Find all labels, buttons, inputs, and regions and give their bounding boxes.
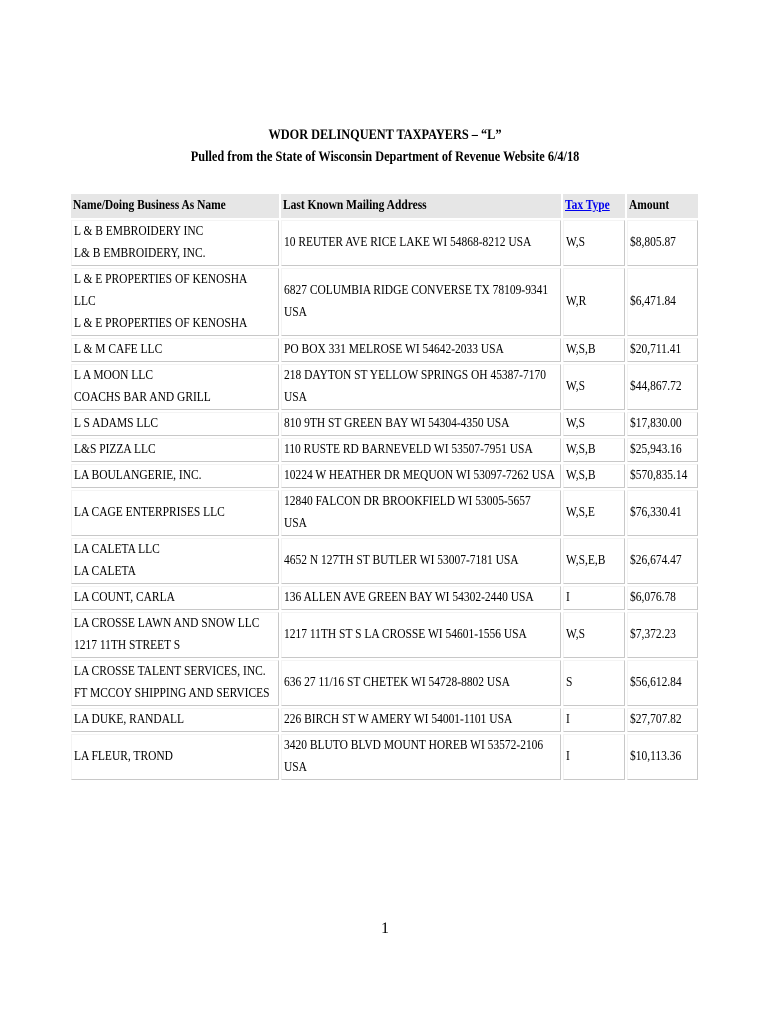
address-cell-line: 136 ALLEN AVE GREEN BAY WI 54302-2440 USA <box>284 590 534 605</box>
name-cell <box>71 438 279 462</box>
amount-cell-text: $17,830.00 <box>630 416 682 431</box>
amount-cell-text: $20,711.41 <box>630 342 682 357</box>
tax-type-link[interactable]: Tax Type <box>564 198 610 213</box>
address-cell-line: 10224 W HEATHER DR MEQUON WI 53097-7262 USA <box>284 468 555 483</box>
name-cell-line: L & M CAFE LLC <box>74 342 163 357</box>
table-body <box>71 220 698 780</box>
tax-type-cell-text: W,S,B <box>565 468 596 483</box>
tax-type-cell <box>563 364 626 410</box>
address-cell <box>281 660 561 706</box>
tax-type-cell-text: I <box>565 749 570 764</box>
address-cell <box>281 464 561 488</box>
tax-type-cell-text: S <box>565 675 573 690</box>
amount-cell-text: $6,471.84 <box>630 294 677 309</box>
name-cell <box>71 364 279 410</box>
tax-type-cell <box>563 268 626 336</box>
tax-type-cell-text: W,S <box>565 379 585 394</box>
address-cell-line: 12840 FALCON DR BROOKFIELD WI 53005-5657 <box>284 494 531 509</box>
name-cell <box>71 660 279 706</box>
amount-cell-text: $25,943.16 <box>630 442 682 457</box>
table-row <box>71 464 698 488</box>
name-cell-line: LA COUNT, CARLA <box>74 590 175 605</box>
address-cell <box>281 612 561 658</box>
amount-cell-text: $27,707.82 <box>630 712 682 727</box>
address-cell-line: 1217 11TH ST S LA CROSSE WI 54601-1556 USA <box>284 627 527 642</box>
name-cell-line: LA BOULANGERIE, INC. <box>74 468 202 483</box>
amount-cell <box>627 612 698 658</box>
name-cell <box>71 708 279 732</box>
document-subtitle: Pulled from the State of Wisconsin Department of Revenue Website 6/4/18 <box>190 149 580 165</box>
name-cell <box>71 586 279 610</box>
address-cell <box>281 586 561 610</box>
amount-cell-text: $26,674.47 <box>630 553 682 568</box>
address-cell <box>281 220 561 266</box>
address-cell-line: 3420 BLUTO BLVD MOUNT HOREB WI 53572-2106 <box>284 738 544 753</box>
tax-type-cell <box>563 220 626 266</box>
amount-cell-text: $570,835.14 <box>630 468 688 483</box>
name-cell-line: LLC <box>74 294 96 309</box>
address-cell <box>281 708 561 732</box>
name-cell-line: L&S PIZZA LLC <box>74 442 156 457</box>
address-cell-line: 6827 COLUMBIA RIDGE CONVERSE TX 78109-9341 <box>284 283 549 298</box>
amount-cell-text: $56,612.84 <box>630 675 682 690</box>
tax-type-cell <box>563 490 626 536</box>
name-cell-line: LA CROSSE TALENT SERVICES, INC. <box>74 664 266 679</box>
name-cell-line: LA CALETA LLC <box>74 542 160 557</box>
table-row <box>71 220 698 266</box>
address-cell-line: 636 27 11/16 ST CHETEK WI 54728-8802 USA <box>284 675 510 690</box>
table-row <box>71 708 698 732</box>
address-cell <box>281 734 561 780</box>
address-cell-line: 4652 N 127TH ST BUTLER WI 53007-7181 USA <box>284 553 519 568</box>
tax-type-cell-text: W,S <box>565 627 585 642</box>
amount-cell <box>627 438 698 462</box>
address-cell-line: USA <box>284 760 307 775</box>
amount-cell <box>627 364 698 410</box>
table-row <box>71 268 698 336</box>
delinquent-taxpayers-table <box>69 192 700 782</box>
name-cell <box>71 612 279 658</box>
tax-type-cell <box>563 586 626 610</box>
address-cell <box>281 412 561 436</box>
table-row <box>71 538 698 584</box>
name-cell-line: LA CROSSE LAWN AND SNOW LLC <box>74 616 260 631</box>
amount-cell-text: $44,867.72 <box>630 379 682 394</box>
table-row <box>71 412 698 436</box>
address-cell-line: USA <box>284 305 307 320</box>
tax-type-cell-text: I <box>565 712 570 727</box>
table-row <box>71 660 698 706</box>
table-row <box>71 438 698 462</box>
name-cell-line: FT MCCOY SHIPPING AND SERVICES <box>74 686 270 701</box>
address-cell-line: 810 9TH ST GREEN BAY WI 54304-4350 USA <box>284 416 510 431</box>
page-number: 1 <box>381 920 389 937</box>
amount-cell-text: $76,330.41 <box>630 505 682 520</box>
name-cell-line: L& B EMBROIDERY, INC. <box>74 246 206 261</box>
name-cell <box>71 490 279 536</box>
address-cell-line: PO BOX 331 MELROSE WI 54642-2033 USA <box>284 342 504 357</box>
amount-cell <box>627 734 698 780</box>
address-cell-line: USA <box>284 516 307 531</box>
name-cell-line: LA CALETA <box>74 564 136 579</box>
table-row <box>71 364 698 410</box>
amount-cell <box>627 586 698 610</box>
name-cell-line: L & B EMBROIDERY INC <box>74 224 204 239</box>
tax-type-cell-text: I <box>565 590 570 605</box>
address-cell-line: 218 DAYTON ST YELLOW SPRINGS OH 45387-7170 <box>284 368 546 383</box>
amount-cell <box>627 708 698 732</box>
amount-cell <box>627 338 698 362</box>
amount-cell <box>627 538 698 584</box>
name-cell <box>71 268 279 336</box>
amount-cell-text: $6,076.78 <box>630 590 677 605</box>
amount-cell-text: $7,372.23 <box>630 627 677 642</box>
address-cell-line: 110 RUSTE RD BARNEVELD WI 53507-7951 USA <box>284 442 533 457</box>
address-cell <box>281 538 561 584</box>
tax-type-cell <box>563 438 626 462</box>
document-title: WDOR DELINQUENT TAXPAYERS – “L” <box>268 127 502 143</box>
tax-type-cell <box>563 612 626 658</box>
address-cell-line: 226 BIRCH ST W AMERY WI 54001-1101 USA <box>284 712 513 727</box>
tax-type-cell <box>563 708 626 732</box>
tax-type-cell-text: W,S,B <box>565 342 596 357</box>
tax-type-cell-text: W,S,E <box>565 505 595 520</box>
name-cell <box>71 734 279 780</box>
table-row <box>71 586 698 610</box>
amount-cell-text: $10,113.36 <box>630 749 682 764</box>
address-cell <box>281 438 561 462</box>
tax-type-cell <box>563 338 626 362</box>
header-amount: Amount <box>627 194 698 218</box>
table-row <box>71 734 698 780</box>
table-row <box>71 338 698 362</box>
tax-type-cell <box>563 660 626 706</box>
name-cell <box>71 338 279 362</box>
amount-cell <box>627 268 698 336</box>
name-cell-line: LA DUKE, RANDALL <box>74 712 185 727</box>
name-cell <box>71 464 279 488</box>
name-cell-line: LA FLEUR, TROND <box>74 749 173 764</box>
address-cell <box>281 268 561 336</box>
tax-type-cell <box>563 734 626 780</box>
header-name: Name/Doing Business As Name <box>71 194 279 218</box>
tax-type-cell-text: W,S <box>565 235 585 250</box>
name-cell <box>71 220 279 266</box>
table-row <box>71 490 698 536</box>
amount-cell-text: $8,805.87 <box>630 235 677 250</box>
amount-cell <box>627 660 698 706</box>
amount-cell <box>627 464 698 488</box>
name-cell-line: L A MOON LLC <box>74 368 153 383</box>
address-cell-line: USA <box>284 390 307 405</box>
tax-type-cell-text: W,S,B <box>565 442 596 457</box>
name-cell-line: L & E PROPERTIES OF KENOSHA <box>74 316 248 331</box>
name-cell-line: L S ADAMS LLC <box>74 416 159 431</box>
tax-type-cell-text: W,S <box>565 416 585 431</box>
amount-cell <box>627 412 698 436</box>
address-cell <box>281 490 561 536</box>
tax-type-cell <box>563 538 626 584</box>
title-block <box>0 124 770 168</box>
amount-cell <box>627 220 698 266</box>
address-cell-line: 10 REUTER AVE RICE LAKE WI 54868-8212 USA <box>284 235 532 250</box>
amount-cell <box>627 490 698 536</box>
table-row <box>71 612 698 658</box>
tax-type-cell <box>563 412 626 436</box>
header-address: Last Known Mailing Address <box>281 194 561 218</box>
name-cell <box>71 538 279 584</box>
name-cell-line: 1217 11TH STREET S <box>74 638 181 653</box>
name-cell-line: COACHS BAR AND GRILL <box>74 390 211 405</box>
name-cell-line: LA CAGE ENTERPRISES LLC <box>74 505 225 520</box>
tax-type-cell-text: W,S,E,B <box>565 553 606 568</box>
header-tax-type[interactable] <box>563 194 626 218</box>
name-cell <box>71 412 279 436</box>
tax-type-cell-text: W,R <box>565 294 587 309</box>
name-cell-line: L & E PROPERTIES OF KENOSHA <box>74 272 248 287</box>
table-header-row <box>71 194 698 218</box>
address-cell <box>281 338 561 362</box>
address-cell <box>281 364 561 410</box>
tax-type-cell <box>563 464 626 488</box>
